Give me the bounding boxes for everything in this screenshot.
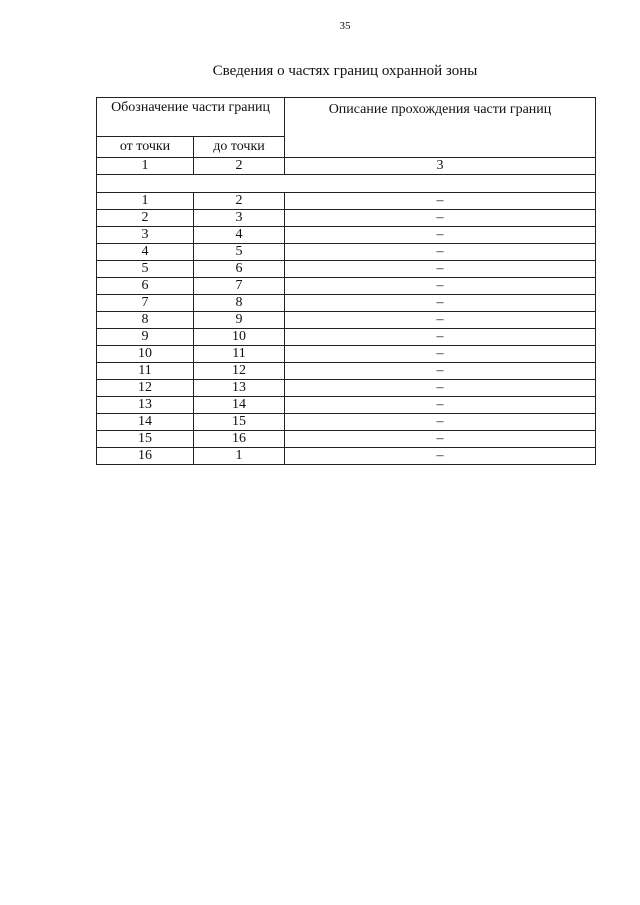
description-cell: – xyxy=(285,312,596,329)
to-point-cell: 3 xyxy=(194,210,285,227)
to-point-cell: 10 xyxy=(194,329,285,346)
description-cell: – xyxy=(285,346,596,363)
column-number-2: 2 xyxy=(194,158,285,175)
to-point-header: до точки xyxy=(194,137,285,158)
from-point-cell: 2 xyxy=(97,210,194,227)
to-point-cell: 11 xyxy=(194,346,285,363)
from-point-cell: 11 xyxy=(97,363,194,380)
description-cell: – xyxy=(285,227,596,244)
table-row xyxy=(97,278,596,295)
from-point-cell: 15 xyxy=(97,431,194,448)
description-cell: – xyxy=(285,295,596,312)
table-row xyxy=(97,346,596,363)
column-number-3: 3 xyxy=(285,158,596,175)
from-point-cell: 12 xyxy=(97,380,194,397)
table-row xyxy=(97,295,596,312)
description-cell: – xyxy=(285,380,596,397)
description-cell: – xyxy=(285,261,596,278)
table-row xyxy=(97,380,596,397)
table-header-row xyxy=(97,98,596,137)
description-cell: – xyxy=(285,278,596,295)
table-row xyxy=(97,448,596,465)
description-cell: – xyxy=(285,414,596,431)
description-header: Описание прохождения части границ xyxy=(285,98,596,158)
table-row xyxy=(97,431,596,448)
from-point-cell: 8 xyxy=(97,312,194,329)
section-label xyxy=(97,175,596,193)
table-row xyxy=(97,312,596,329)
table-row xyxy=(97,193,596,210)
boundary-parts-table xyxy=(96,97,596,465)
from-point-cell: 10 xyxy=(97,346,194,363)
table-row xyxy=(97,244,596,261)
table-row xyxy=(97,329,596,346)
description-cell: – xyxy=(285,448,596,465)
table-row xyxy=(97,397,596,414)
designation-header: Обозначение части границ xyxy=(97,98,285,137)
description-cell: – xyxy=(285,363,596,380)
description-cell: – xyxy=(285,397,596,414)
table-row xyxy=(97,227,596,244)
column-numbering-row xyxy=(97,158,596,175)
document-title: Сведения о частях границ охранной зоны xyxy=(212,63,478,79)
description-cell: – xyxy=(285,210,596,227)
to-point-cell: 6 xyxy=(194,261,285,278)
from-point-cell: 9 xyxy=(97,329,194,346)
to-point-cell: 13 xyxy=(194,380,285,397)
from-point-cell: 6 xyxy=(97,278,194,295)
column-number-1: 1 xyxy=(97,158,194,175)
from-point-cell: 7 xyxy=(97,295,194,312)
description-cell: – xyxy=(285,329,596,346)
from-point-cell: 5 xyxy=(97,261,194,278)
from-point-cell: 13 xyxy=(97,397,194,414)
description-cell: – xyxy=(285,244,596,261)
from-point-header: от точки xyxy=(97,137,194,158)
to-point-cell: 7 xyxy=(194,278,285,295)
page-number: 35 xyxy=(339,20,351,32)
to-point-cell: 14 xyxy=(194,397,285,414)
from-point-cell: 3 xyxy=(97,227,194,244)
table-row xyxy=(97,414,596,431)
to-point-cell: 15 xyxy=(194,414,285,431)
from-point-cell: 16 xyxy=(97,448,194,465)
to-point-cell: 16 xyxy=(194,431,285,448)
to-point-cell: 2 xyxy=(194,193,285,210)
description-cell: – xyxy=(285,193,596,210)
table-row xyxy=(97,210,596,227)
to-point-cell: 4 xyxy=(194,227,285,244)
from-point-cell: 4 xyxy=(97,244,194,261)
table-row xyxy=(97,261,596,278)
to-point-cell: 12 xyxy=(194,363,285,380)
to-point-cell: 5 xyxy=(194,244,285,261)
description-cell: – xyxy=(285,431,596,448)
to-point-cell: 8 xyxy=(194,295,285,312)
from-point-cell: 1 xyxy=(97,193,194,210)
section-row xyxy=(97,175,596,193)
from-point-cell: 14 xyxy=(97,414,194,431)
to-point-cell: 1 xyxy=(194,448,285,465)
table-row xyxy=(97,363,596,380)
to-point-cell: 9 xyxy=(194,312,285,329)
